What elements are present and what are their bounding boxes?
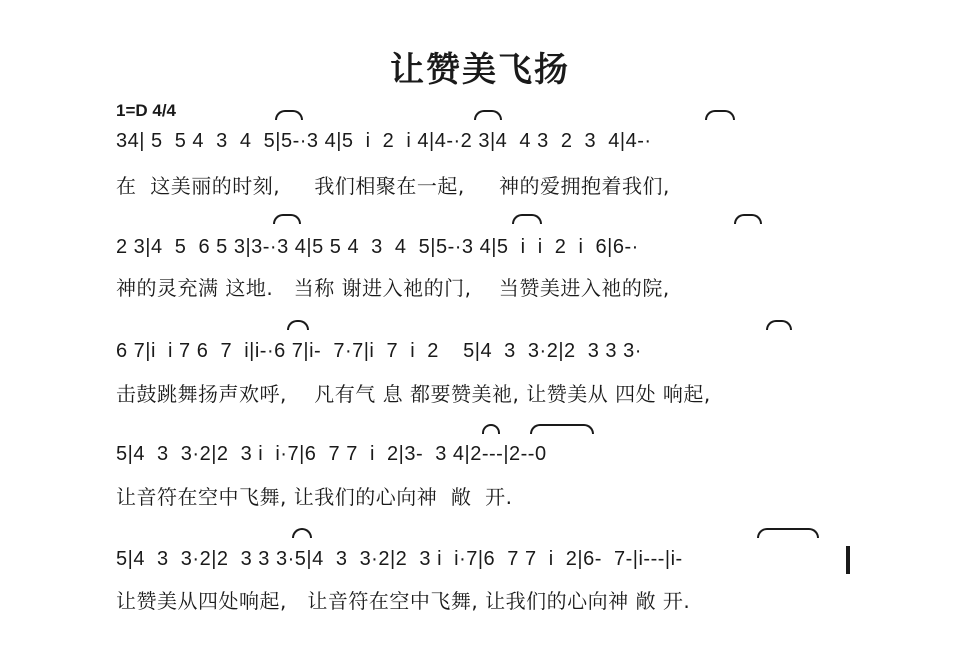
key-signature: 1=D 4/4 <box>116 101 177 120</box>
tie-mark <box>766 320 792 330</box>
tie-mark <box>734 214 762 224</box>
tie-mark <box>273 214 301 224</box>
tie-mark <box>512 214 542 224</box>
tie-mark <box>482 424 500 434</box>
tie-mark <box>757 528 819 538</box>
notation-line-2: 2 3|4 5 6 5 3|3-·3 4|5 5 4 3 4 5|5-·3 4|5 i i 2 i 6|6-· <box>116 236 639 258</box>
tie-mark <box>287 320 309 330</box>
notation-line-1: 34| 5 5 4 3 4 5|5-·3 4|5 i 2 i 4|4-·2 3|4 4 3 2 3 4|4-· <box>116 130 652 152</box>
lyrics-line-4: 让音符在空中飞舞, 让我们的心向神 敞 开. <box>116 485 513 509</box>
notation-line-5: 5|4 3 3·2|2 3 3 3·5|4 3 3·2|2 3 i i·7|6 7 7 i 2|6- 7-|i---|i- <box>116 548 683 570</box>
tie-mark <box>292 528 312 538</box>
final-barline <box>846 546 850 574</box>
notation-line-4: 5|4 3 3·2|2 3 i i·7|6 7 7 i 2|3- 3 4|2---|2--0 <box>116 443 547 465</box>
tie-mark <box>275 110 303 120</box>
lyrics-line-3: 击鼓跳舞扬声欢呼, 凡有气 息 都要赞美祂, 让赞美从 四处 响起, <box>116 382 711 406</box>
lyrics-line-1: 在 这美丽的时刻, 我们相聚在一起, 神的爱拥抱着我们, <box>116 174 670 198</box>
song-title: 让赞美飞扬 <box>390 50 570 90</box>
lyrics-line-5: 让赞美从四处响起, 让音符在空中飞舞, 让我们的心向神 敞 开. <box>116 589 691 613</box>
notation-line-3: 6 7|i i 7 6 7 i|i-·6 7|i- 7·7|i 7 i 2 5|4 3 3·2|2 3 3 3· <box>116 340 642 362</box>
tie-mark <box>474 110 502 120</box>
tie-mark <box>705 110 735 120</box>
tie-mark <box>530 424 594 434</box>
lyrics-line-2: 神的灵充满 这地. 当称 谢进入祂的门, 当赞美进入祂的院, <box>116 276 670 300</box>
